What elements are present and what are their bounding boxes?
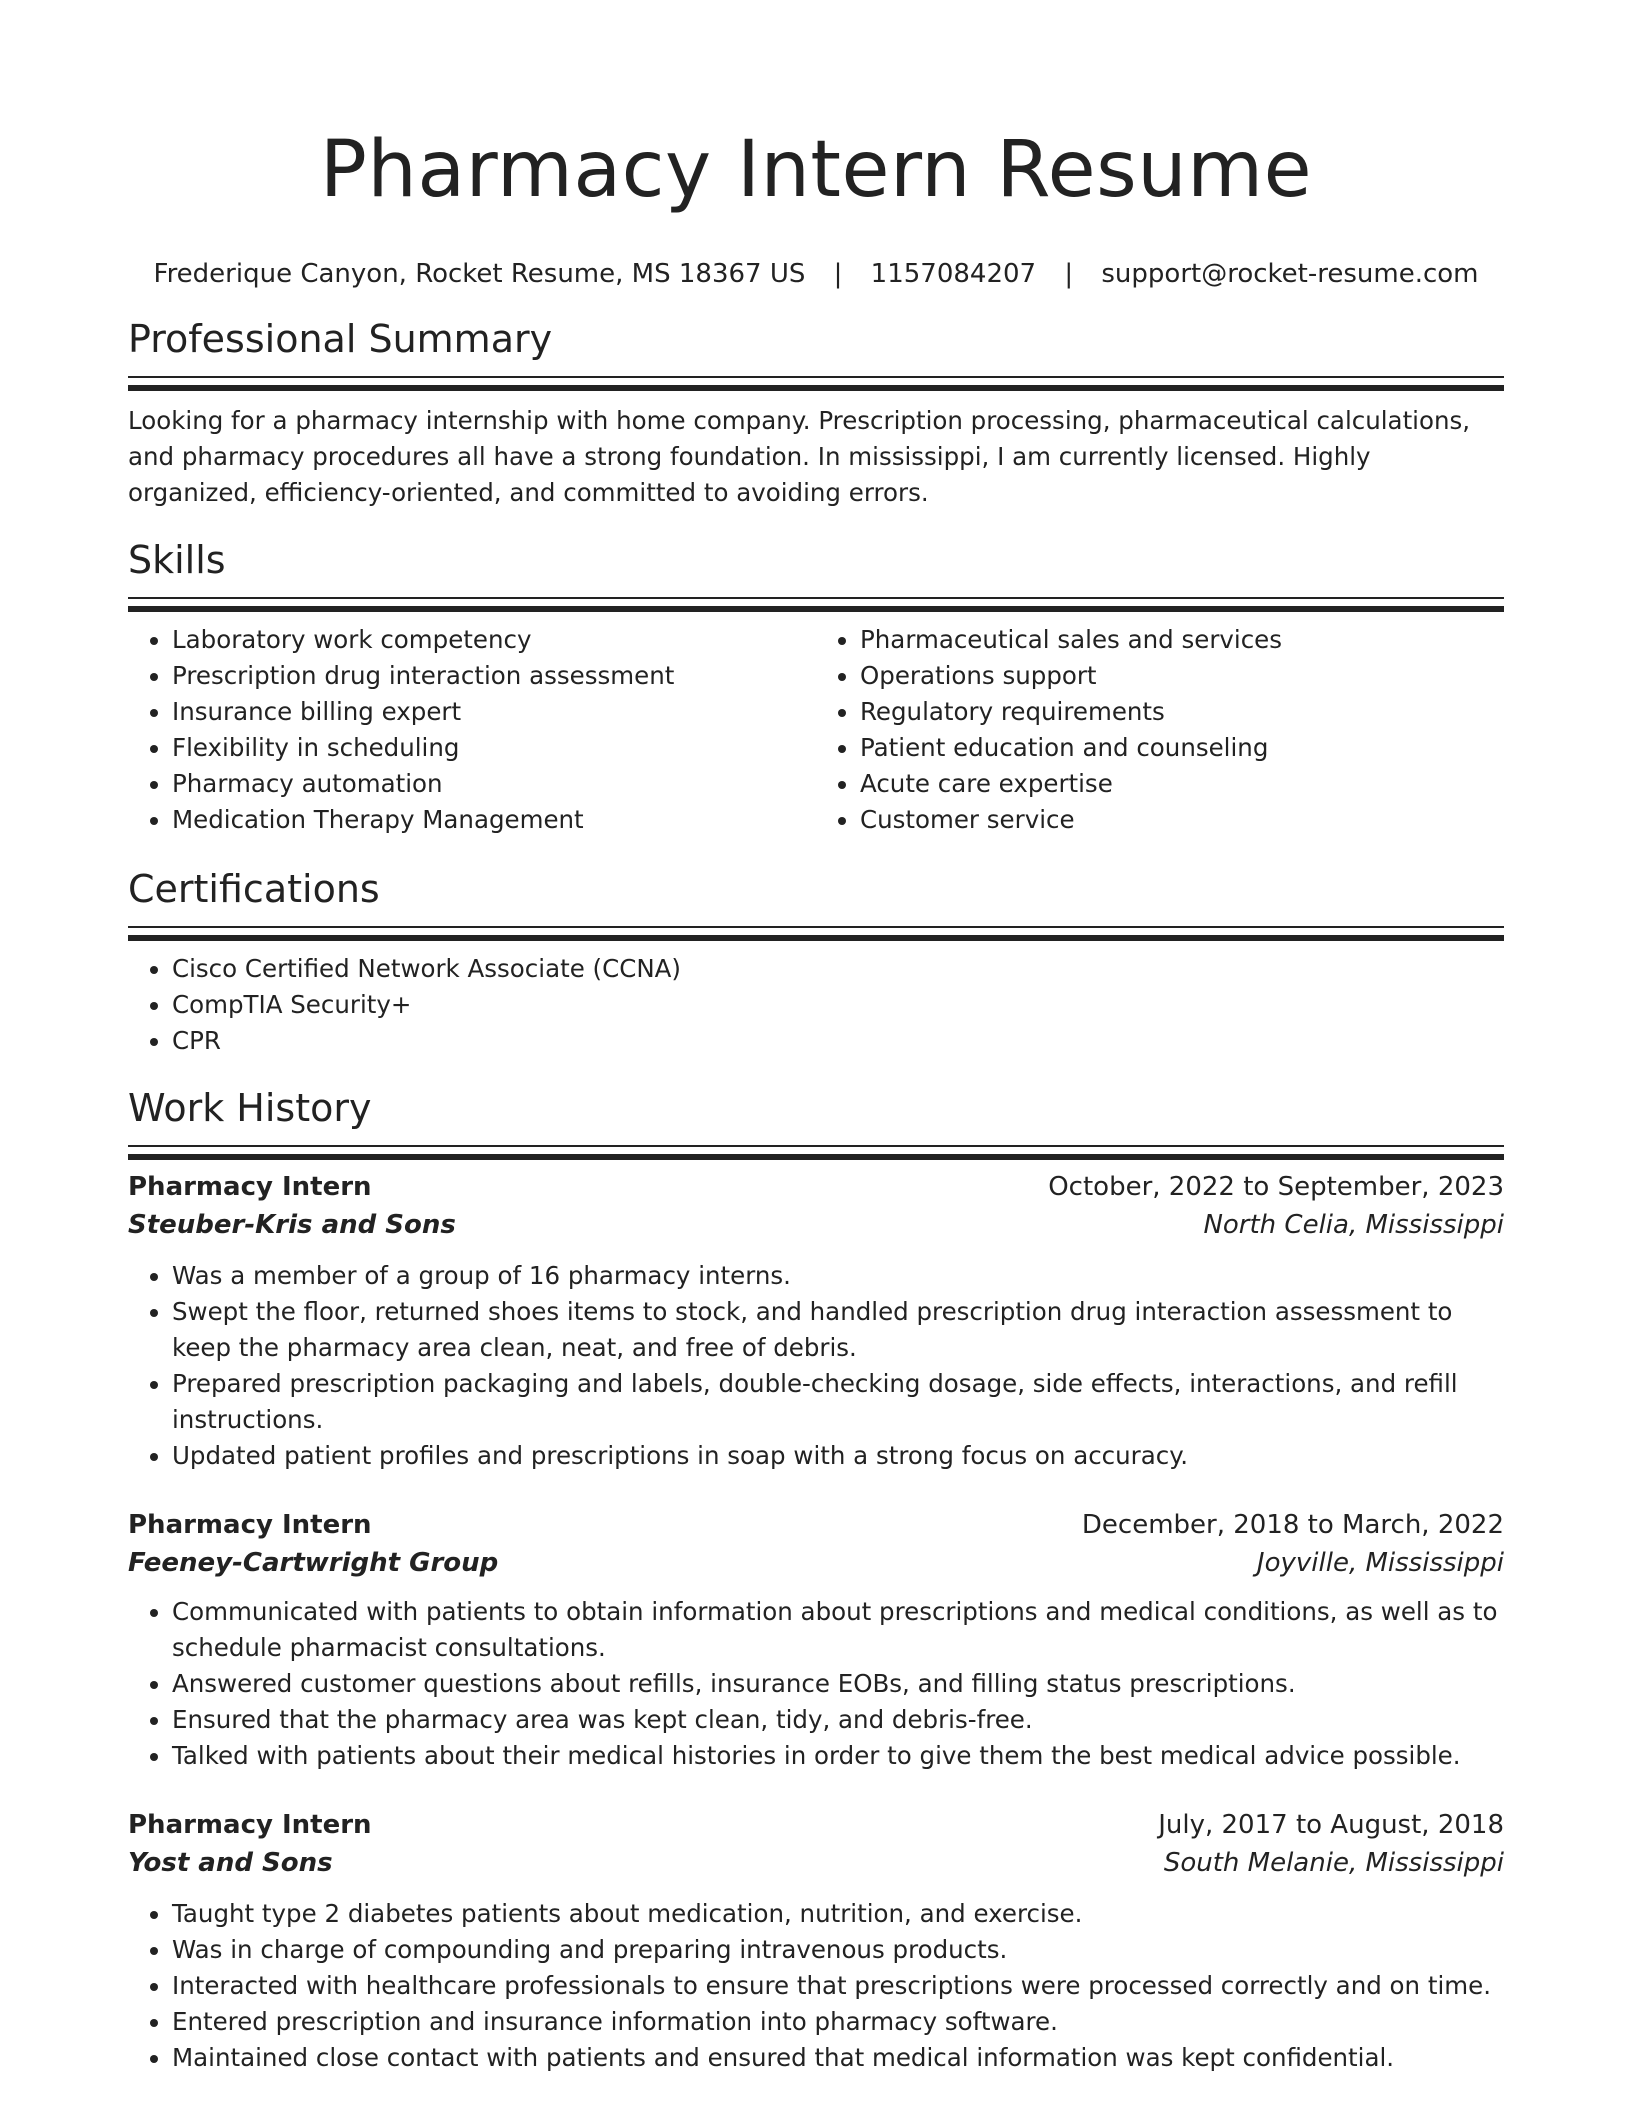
- job-duty: • Interacted with healthcare professionals to ensure that prescriptions were processed correctly and on time.: [172, 1968, 1504, 2004]
- skill-item: • Patient education and counseling: [860, 730, 1504, 766]
- contact-email: support@rocket-resume.com: [1101, 259, 1479, 289]
- skill-item: • Prescription drug interaction assessment: [172, 658, 816, 694]
- job-duty: • Maintained close contact with patients and ensured that medical information was kept confidential.: [172, 2040, 1504, 2076]
- section-divider: [128, 1145, 1504, 1152]
- job-duty: • Talked with patients about their medical histories in order to give them the best medical advice possible.: [172, 1738, 1504, 1774]
- job-duty: • Taught type 2 diabetes patients about medication, nutrition, and exercise.: [172, 1896, 1504, 1932]
- job-duty: • Updated patient profiles and prescriptions in soap with a strong focus on accuracy.: [172, 1438, 1504, 1474]
- summary-section: [128, 316, 1504, 511]
- contact-address: Frederique Canyon, Rocket Resume, MS 18367 US: [153, 259, 806, 289]
- summary-text: Looking for a pharmacy internship with home company. Prescription processing, pharmaceutical calculations, and pharmacy procedures all have a strong foundation. In mississippi, I am currently licensed. Highly organized, efficiency-oriented, and committed to avoiding errors.: [128, 406, 1471, 507]
- resume-title: Pharmacy Intern Resume: [319, 125, 1313, 215]
- section-heading-summary: Professional Summary: [128, 317, 553, 361]
- certifications-list: [128, 951, 1504, 1059]
- contact-separator: |: [833, 259, 843, 289]
- job-duties-list: [128, 1594, 1504, 1774]
- job-dates: October, 2022 to September, 2023: [1048, 1172, 1504, 1202]
- job-title: Pharmacy Intern: [128, 1510, 372, 1540]
- contact-line: [128, 256, 1504, 292]
- contact-phone: 1157084207: [870, 259, 1037, 289]
- skills-list-left: [128, 622, 816, 838]
- job-location: Joyville, Mississippi: [1256, 1548, 1504, 1578]
- contact-separator: |: [1064, 259, 1074, 289]
- certifications-section: [128, 866, 1504, 1059]
- job-duty: • Ensured that the pharmacy area was kept clean, tidy, and debris-free.: [172, 1702, 1504, 1738]
- job-company: Steuber-Kris and Sons: [128, 1210, 456, 1240]
- skill-item: • Customer service: [860, 802, 1504, 838]
- job-duty: • Answered customer questions about refills, insurance EOBs, and filling status prescriptions.: [172, 1666, 1504, 1702]
- certification-item: • Cisco Certified Network Associate (CCNA): [172, 951, 1504, 987]
- job-duty: • Swept the floor, returned shoes items to stock, and handled prescription drug interaction assessment to keep the pharmacy area clean, neat, and free of debris.: [172, 1294, 1504, 1366]
- skill-item: • Pharmacy automation: [172, 766, 816, 802]
- job-location: North Celia, Mississippi: [1203, 1210, 1504, 1240]
- job-dates: December, 2018 to March, 2022: [1081, 1510, 1504, 1540]
- skill-item: • Pharmaceutical sales and services: [860, 622, 1504, 658]
- job-duty: • Was in charge of compounding and preparing intravenous products.: [172, 1932, 1504, 1968]
- skills-columns: [128, 622, 1504, 838]
- section-heading-certifications: Certifications: [128, 867, 380, 911]
- skill-item: • Acute care expertise: [860, 766, 1504, 802]
- job-duty: • Prepared prescription packaging and labels, double-checking dosage, side effects, interactions, and refill instructions.: [172, 1366, 1504, 1438]
- skill-item: • Flexibility in scheduling: [172, 730, 816, 766]
- job-duties-list: [128, 1258, 1504, 1474]
- skill-item: • Medication Therapy Management: [172, 802, 816, 838]
- job-duties-list: [128, 1896, 1504, 2076]
- job-dates: July, 2017 to August, 2018: [1158, 1810, 1504, 1840]
- job-title: Pharmacy Intern: [128, 1810, 372, 1840]
- job-duty: • Communicated with patients to obtain information about prescriptions and medical conditions, as well as to schedule pharmacist consultations.: [172, 1594, 1504, 1666]
- certification-item: • CompTIA Security+: [172, 987, 1504, 1023]
- job-company: Yost and Sons: [128, 1848, 333, 1878]
- skill-item: • Laboratory work competency: [172, 622, 816, 658]
- section-heading-work-history: Work History: [128, 1086, 372, 1130]
- section-heading-skills: Skills: [128, 538, 226, 582]
- job-duty: • Was a member of a group of 16 pharmacy interns.: [172, 1258, 1504, 1294]
- job-entry: [128, 1506, 1504, 1774]
- skills-section: [128, 537, 1504, 838]
- work-history-section: [128, 1085, 1504, 2076]
- skill-item: • Operations support: [860, 658, 1504, 694]
- job-entry: [128, 1806, 1504, 2076]
- job-company: Feeney-Cartwright Group: [128, 1548, 499, 1578]
- certification-item: • CPR: [172, 1023, 1504, 1059]
- skill-item: • Regulatory requirements: [860, 694, 1504, 730]
- job-title: Pharmacy Intern: [128, 1172, 372, 1202]
- section-divider: [128, 597, 1504, 604]
- job-duty: • Entered prescription and insurance information into pharmacy software.: [172, 2004, 1504, 2040]
- job-location: South Melanie, Mississippi: [1163, 1848, 1504, 1878]
- section-divider: [128, 376, 1504, 383]
- job-entry: [128, 1168, 1504, 1474]
- skills-list-right: [816, 622, 1504, 838]
- section-divider: [128, 926, 1504, 933]
- skill-item: • Insurance billing expert: [172, 694, 816, 730]
